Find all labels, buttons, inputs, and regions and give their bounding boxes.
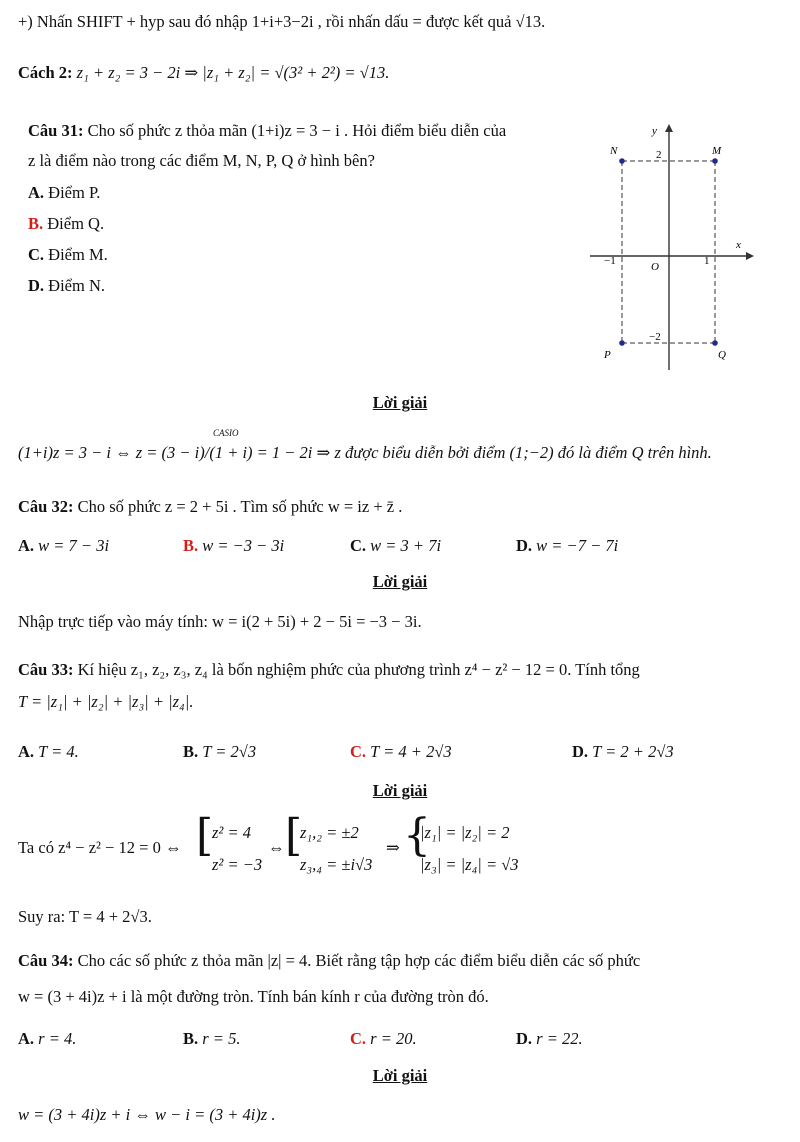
casio-label: CASIO — [213, 428, 239, 438]
option-key: A. — [18, 536, 35, 555]
q33-sys1-a: z² = 4 — [212, 823, 252, 842]
q33-option-b[interactable] — [183, 742, 256, 762]
option-text: w = 7 − 3i — [38, 536, 110, 555]
q33-line-1 — [18, 660, 640, 680]
q33-sys3-b: |z₃| = |z₄| = √3 — [420, 855, 519, 874]
option-text: T = 2√3 — [202, 742, 257, 761]
option-text: w = 3 + 7i — [370, 536, 442, 555]
equiv-symbol: ⇔ — [268, 838, 285, 857]
point-p — [619, 340, 625, 346]
q34-label: Câu 34: — [18, 951, 74, 970]
point-q — [712, 340, 718, 346]
cach2-line — [18, 63, 389, 83]
cach2-label: Cách 2: — [18, 63, 73, 82]
tick-1: 1 — [704, 255, 710, 267]
q31-option-d[interactable] — [28, 276, 105, 296]
option-text: Điểm N. — [48, 276, 105, 295]
q31-option-c[interactable] — [28, 245, 108, 265]
q33-option-c[interactable] — [350, 742, 452, 762]
intro-line: +) Nhấn SHIFT + hyp sau đó nhập 1+i+3−2i , rồi nhấn dấu = được kết quả √13. — [18, 12, 546, 31]
option-text: T = 2 + 2√3 — [592, 742, 674, 761]
cach2-math: z₁ + z₂ = 3 − 2i ⇒ |z₁ + z₂| = √(3² + 2²) = √13. — [76, 63, 390, 82]
q34-option-b[interactable] — [183, 1029, 240, 1049]
system-brace-3: { — [403, 810, 431, 861]
option-text: r = 4. — [38, 1029, 77, 1048]
option-text: w = −3 − 3i — [202, 536, 285, 555]
option-key: A. — [18, 1029, 35, 1048]
q33-solution-heading: Lời giải — [372, 781, 428, 800]
q33-text-1: Kí hiệu z₁, z₂, z₃, z₄ là bốn nghiệm phức của phương trình z⁴ − z² − 12 = 0. Tính tổng — [77, 660, 640, 679]
option-key: C. — [350, 1029, 367, 1048]
option-text: w = −7 − 7i — [536, 536, 619, 555]
q32-label: Câu 32: — [18, 497, 74, 516]
q32-option-c[interactable] — [350, 536, 441, 556]
option-key: B. — [183, 1029, 199, 1048]
option-key: D. — [516, 1029, 533, 1048]
option-key: B. — [28, 214, 44, 233]
q34-option-c[interactable] — [350, 1029, 417, 1049]
y-label: y — [652, 125, 657, 137]
q32-option-a[interactable] — [18, 536, 109, 556]
q34-solution-heading: Lời giải — [372, 1066, 428, 1085]
y-axis-arrow — [665, 124, 673, 132]
option-text: T = 4 + 2√3 — [370, 742, 452, 761]
q34-option-d[interactable] — [516, 1029, 583, 1049]
option-text: r = 20. — [370, 1029, 417, 1048]
q33-sys1-b: z² = −3 — [212, 855, 263, 874]
label-p: P — [604, 349, 611, 361]
option-key: D. — [28, 276, 45, 295]
option-key: A. — [28, 183, 45, 202]
q32-option-d[interactable] — [516, 536, 618, 556]
option-text: Điểm M. — [48, 245, 108, 264]
q33-label: Câu 33: — [18, 660, 74, 679]
tick-minus-2: −2 — [649, 331, 661, 343]
option-key: C. — [28, 245, 45, 264]
option-text: Điểm Q. — [47, 214, 105, 233]
q31-text-1: Cho số phức z thỏa mãn (1+i)z = 3 − i . Hỏi điểm biểu diễn của — [87, 121, 507, 140]
q33-option-d[interactable] — [572, 742, 674, 762]
option-key: C. — [350, 536, 367, 555]
point-n — [619, 158, 625, 164]
q34-line-1 — [18, 951, 640, 971]
q32-option-b[interactable] — [183, 536, 284, 556]
option-key: C. — [350, 742, 367, 761]
point-m — [712, 158, 718, 164]
q31-option-a[interactable] — [28, 183, 100, 203]
q32-solution-heading: Lời giải — [372, 572, 428, 591]
option-key: A. — [18, 742, 35, 761]
q33-sys2-b: z₃,₄ = ±i√3 — [300, 855, 373, 874]
q33-text-2: T = |z₁| + |z₂| + |z₃| + |z₄|. — [18, 692, 194, 711]
label-q: Q — [718, 349, 726, 361]
tick-minus-1: −1 — [604, 255, 616, 267]
q31-solution-heading: Lời giải — [372, 393, 428, 412]
q32-line — [18, 497, 402, 517]
system-bracket-2: [ — [285, 810, 303, 861]
option-text: r = 5. — [202, 1029, 241, 1048]
q31-line-1 — [28, 121, 506, 141]
q33-sys2-a: z₁,₂ = ±2 — [300, 823, 359, 842]
option-text: T = 4. — [38, 742, 79, 761]
label-n: N — [610, 145, 618, 157]
q31-label: Câu 31: — [28, 121, 84, 140]
q33-conclusion: Suy ra: T = 4 + 2√3. — [18, 907, 152, 926]
option-key: B. — [183, 742, 199, 761]
origin-label: O — [651, 261, 659, 273]
x-axis-arrow — [746, 252, 754, 260]
q33-option-a[interactable] — [18, 742, 79, 762]
q31-solution: (1+i)z = 3 − i ⇔ z = (3 − i)/(1 + i) = 1 − 2i ⇒ z được biểu diễn bởi điểm (1;−2) đó là điểm Q trên hình. — [18, 443, 712, 462]
q31-complex-plane-figure — [588, 118, 758, 378]
system-bracket-1: [ — [196, 810, 214, 861]
option-key: B. — [183, 536, 199, 555]
q34-text-1: Cho các số phức z thỏa mãn |z| = 4. Biết rằng tập hợp các điểm biểu diễn các số phức — [77, 951, 641, 970]
x-label: x — [736, 239, 741, 251]
label-m: M — [712, 145, 722, 157]
q33-sol-prefix: Ta có z⁴ − z² − 12 = 0 ⇔ — [18, 838, 182, 857]
option-text: r = 22. — [536, 1029, 583, 1048]
q32-solution: Nhập trực tiếp vào máy tính: w = i(2 + 5i) + 2 − 5i = −3 − 3i. — [18, 612, 422, 631]
q31-option-b[interactable] — [28, 214, 104, 234]
option-key: D. — [572, 742, 589, 761]
q33-sys3-a: |z₁| = |z₂| = 2 — [420, 823, 510, 842]
option-text: Điểm P. — [48, 183, 101, 202]
q34-text-2: w = (3 + 4i)z + i là một đường tròn. Tính bán kính r của đường tròn đó. — [18, 987, 489, 1006]
implies-symbol: ⇒ — [386, 838, 400, 857]
q34-option-a[interactable] — [18, 1029, 76, 1049]
q31-text-2: z là điểm nào trong các điểm M, N, P, Q ở hình bên? — [28, 151, 375, 170]
tick-2: 2 — [656, 149, 662, 161]
q32-text: Cho số phức z = 2 + 5i . Tìm số phức w = iz + z̄ . — [77, 497, 403, 516]
q34-solution: w = (3 + 4i)z + i ⇔ w − i = (3 + 4i)z . — [18, 1105, 276, 1124]
option-key: D. — [516, 536, 533, 555]
